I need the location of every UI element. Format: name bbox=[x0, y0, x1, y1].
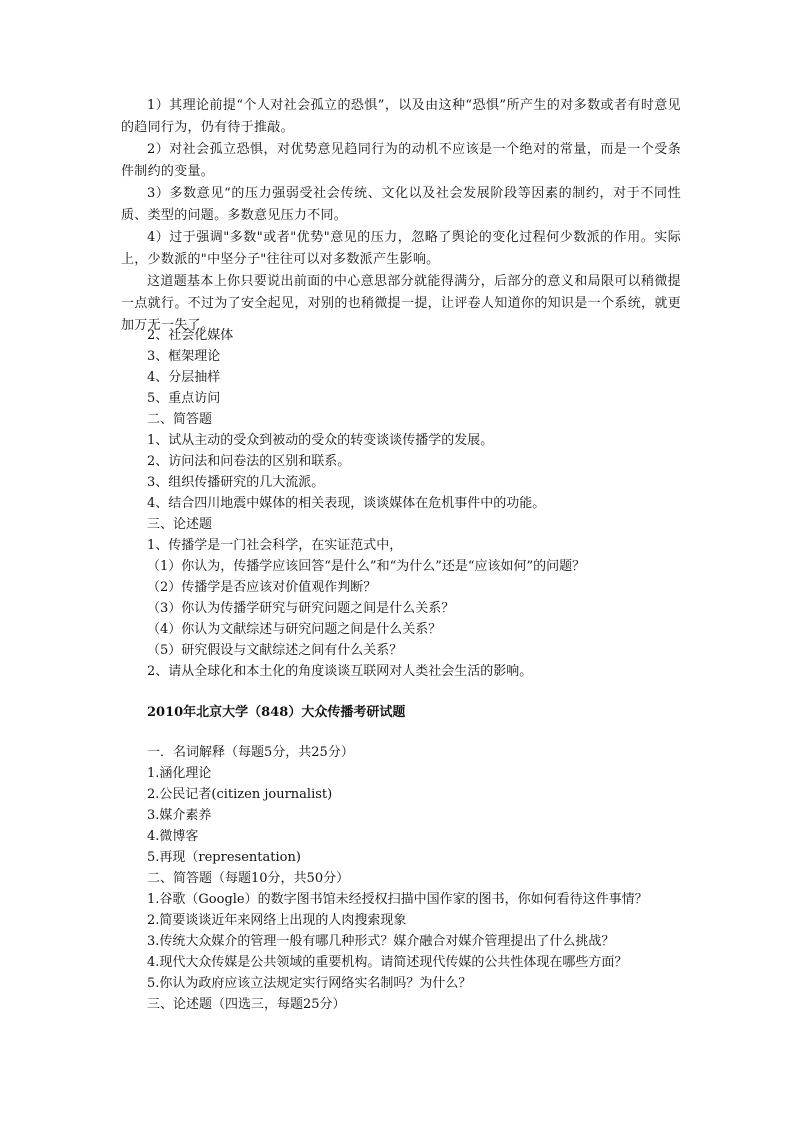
paragraph: 3）多数意见“的压力强弱受社会传统、文化以及社会发展阶段等因素的制约，对于不同性质、类型的问题。多数意见压力不同。 bbox=[121, 186, 681, 223]
list-item: 5、重点访问 bbox=[147, 391, 221, 406]
list-item: 4、分层抽样 bbox=[147, 370, 221, 385]
exam-title-block bbox=[121, 702, 681, 724]
list-item: 3、组织传播研究的几大流派。 bbox=[147, 475, 325, 490]
list-item: 4、结合四川地震中媒体的相关表现，谈谈媒体在危机事件中的功能。 bbox=[147, 496, 546, 511]
list-item: 3、框架理论 bbox=[147, 349, 221, 364]
section-heading: 二、简答题 bbox=[147, 412, 213, 427]
section-answer-continued bbox=[121, 95, 681, 337]
paragraph: 这道题基本上你只要说出前面的中心意思部分就能得满分，后部分的意义和局限可以稍微提一点就行。不过为了安全起见，对别的也稍微提一提，让评卷人知道你的知识是一个系统，就更加万无一失了。 bbox=[121, 274, 681, 333]
paragraph: 1）其理论前提“个人对社会孤立的恐惧”，以及由这种“恐惧”所产生的对多数或者有时意见的趋同行为，仍有待于推敲。 bbox=[121, 98, 681, 135]
exam-title: 2010年北京大学（848）大众传播考研试题 bbox=[147, 705, 406, 720]
list-item: 2.简要谈谈近年来网络上出现的人肉搜索现象 bbox=[147, 913, 407, 928]
list-item: （5）研究假设与文献综述之间有什么关系？ bbox=[147, 643, 403, 658]
paragraph: 4）过于强调"多数"或者"优势"意见的压力，忽略了舆论的变化过程何少数派的作用。实际上，少数派的"中坚分子"往往可以对多数派产生影响。 bbox=[121, 230, 681, 267]
list-item: 2、访问法和问卷法的区别和联系。 bbox=[147, 454, 351, 469]
list-item: 2、社会化媒体 bbox=[147, 328, 234, 343]
list-item: （4）你认为文献综述与研究问题之间是什么关系？ bbox=[147, 622, 442, 637]
section-heading: 二、简答题（每题10分，共50分） bbox=[147, 871, 350, 886]
list-item: 4.现代大众传媒是公共领域的重要机构。请简述现代传媒的公共性体现在哪些方面？ bbox=[147, 955, 628, 970]
list-item: 1.谷歌（Google）的数字图书馆未经授权扫描中国作家的图书，你如何看待这件事情？ bbox=[147, 892, 648, 907]
section-heading: 三、论述题（四选三，每题25分） bbox=[147, 997, 346, 1012]
list-item: （2）传播学是否应该对价值观作判断？ bbox=[147, 580, 377, 595]
list-item: （1）你认为，传播学应该回答“是什么”和“为什么”还是“应该如何”的问题？ bbox=[147, 559, 586, 574]
list-item: 1、传播学是一门社会科学，在实证范式中， bbox=[147, 538, 403, 553]
list-item: 2.公民记者(citizen journalist) bbox=[147, 787, 333, 802]
section-heading: 一．名词解释（每题5分，共25分） bbox=[147, 745, 354, 760]
section-exam-questions bbox=[121, 742, 681, 1015]
list-item: （3）你认为传播学研究与研究问题之间是什么关系？ bbox=[147, 601, 455, 616]
list-item: 1.涵化理论 bbox=[147, 766, 212, 781]
list-item: 2、请从全球化和本土化的角度谈谈互联网对人类社会生活的影响。 bbox=[147, 664, 533, 679]
list-item: 3.媒介素养 bbox=[147, 808, 212, 823]
list-item: 1、试从主动的受众到被动的受众的转变谈谈传播学的发展。 bbox=[147, 433, 494, 448]
section-heading: 三、论述题 bbox=[147, 517, 213, 532]
list-item: 5.你认为政府应该立法规定实行网络实名制吗？为什么？ bbox=[147, 976, 472, 991]
section-question-list bbox=[121, 325, 681, 682]
list-item: 5.再现（representation) bbox=[147, 850, 301, 865]
paragraph: 2）对社会孤立恐惧，对优势意见趋同行为的动机不应该是一个绝对的常量，而是一个受条件制约的变量。 bbox=[121, 142, 681, 179]
list-item: 4.微博客 bbox=[147, 829, 199, 844]
list-item: 3.传统大众媒介的管理一般有哪几种形式？媒介融合对媒介管理提出了什么挑战？ bbox=[147, 934, 615, 949]
